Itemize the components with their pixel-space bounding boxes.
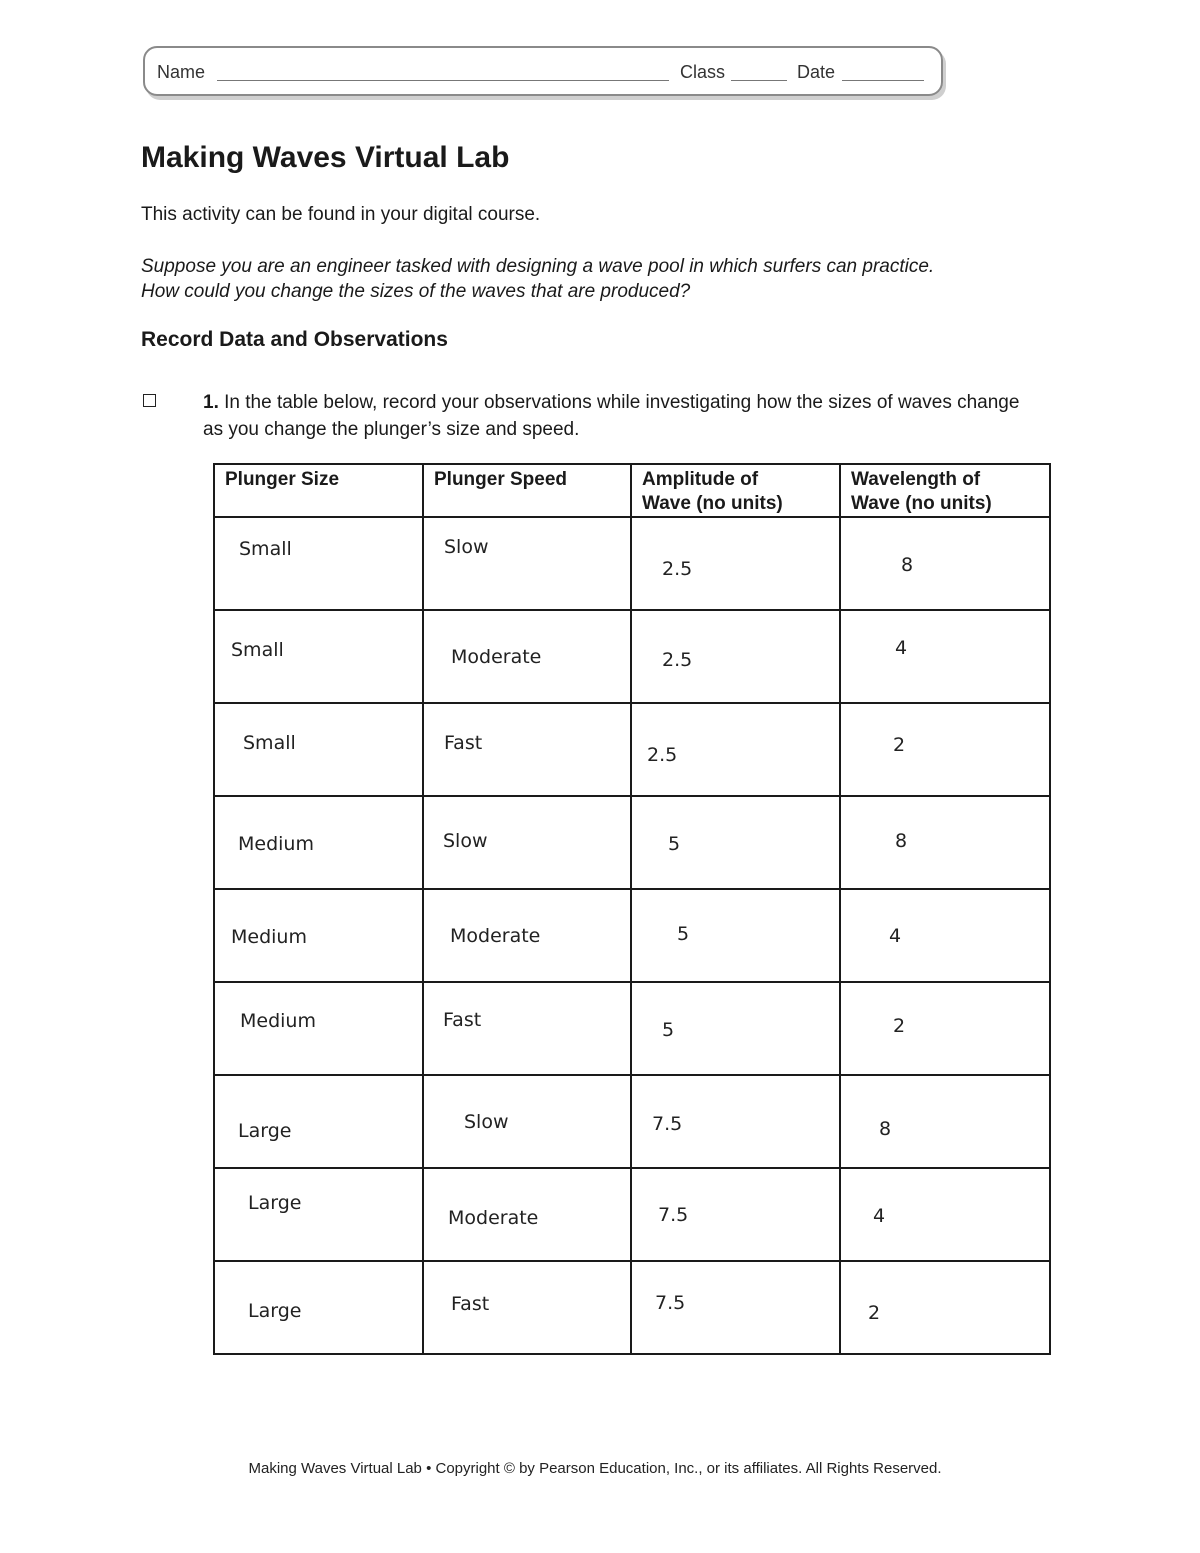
observations-table xyxy=(213,463,1051,1355)
question-number: 1. xyxy=(203,392,219,413)
page-title: Making Waves Virtual Lab xyxy=(141,141,510,174)
cell-value: Fast xyxy=(443,1009,482,1031)
header-plunger-speed xyxy=(423,464,631,517)
amplitude-cell[interactable] xyxy=(631,982,840,1075)
section-heading: Record Data and Observations xyxy=(141,328,448,351)
prompt-line-1: Suppose you are an engineer tasked with designing a wave pool in which surfers can practice. xyxy=(141,256,935,277)
cell-value: 7.5 xyxy=(652,1113,683,1135)
class-label: Class xyxy=(680,62,726,82)
wavelength-cell[interactable] xyxy=(840,610,1050,703)
cell-value: Fast xyxy=(444,732,483,754)
table-body xyxy=(214,517,1050,1354)
amplitude-cell[interactable] xyxy=(631,703,840,796)
cell-value: 2 xyxy=(893,1015,906,1037)
plunger-speed-cell[interactable] xyxy=(423,610,631,703)
cell-value: 2 xyxy=(893,734,906,756)
cell-value: Large xyxy=(238,1120,292,1142)
cell-value: Large xyxy=(248,1300,302,1322)
cell-value: Moderate xyxy=(451,646,542,668)
class-field[interactable] xyxy=(731,80,787,81)
cell-value: 8 xyxy=(895,830,908,852)
wavelength-cell[interactable] xyxy=(840,517,1050,610)
header-text: Plunger Speed xyxy=(434,469,568,490)
amplitude-cell[interactable] xyxy=(631,610,840,703)
plunger-size-cell[interactable] xyxy=(214,1261,423,1354)
table-row xyxy=(214,982,1050,1075)
wavelength-cell[interactable] xyxy=(840,1261,1050,1354)
plunger-speed-cell[interactable] xyxy=(423,796,631,889)
name-label: Name xyxy=(157,62,206,82)
cell-value: Moderate xyxy=(450,925,541,947)
plunger-size-cell[interactable] xyxy=(214,610,423,703)
copyright-footer: Making Waves Virtual Lab • Copyright © by Pearson Education, Inc., or its affiliates. All Rights Reserved. xyxy=(248,1460,942,1477)
wavelength-cell[interactable] xyxy=(840,982,1050,1075)
amplitude-cell[interactable] xyxy=(631,889,840,982)
table-header-row xyxy=(214,464,1050,517)
amplitude-cell[interactable] xyxy=(631,1168,840,1261)
header-text: Amplitude of xyxy=(642,469,759,490)
question-text: In the table below, record your observations while investigating how the sizes of waves change as you change the plunger’s size and speed. xyxy=(203,392,1020,440)
cell-value: 2.5 xyxy=(662,649,693,671)
cell-value: Small xyxy=(243,732,296,754)
cell-value: Fast xyxy=(451,1293,490,1315)
plunger-size-cell[interactable] xyxy=(214,889,423,982)
plunger-speed-cell[interactable] xyxy=(423,982,631,1075)
plunger-size-cell[interactable] xyxy=(214,703,423,796)
cell-value: 5 xyxy=(668,833,681,855)
wavelength-cell[interactable] xyxy=(840,703,1050,796)
plunger-size-cell[interactable] xyxy=(214,517,423,610)
amplitude-cell[interactable] xyxy=(631,1075,840,1168)
cell-value: 8 xyxy=(901,554,914,576)
header-text: Wavelength of xyxy=(851,469,981,490)
cell-value: Medium xyxy=(238,833,314,855)
cell-value: 8 xyxy=(879,1118,892,1140)
table-row xyxy=(214,1168,1050,1261)
cell-value: Small xyxy=(239,538,292,560)
question-1 xyxy=(203,389,1023,443)
plunger-speed-cell[interactable] xyxy=(423,703,631,796)
plunger-size-cell[interactable] xyxy=(214,982,423,1075)
amplitude-cell[interactable] xyxy=(631,1261,840,1354)
plunger-speed-cell[interactable] xyxy=(423,1261,631,1354)
cell-value: Small xyxy=(231,639,284,661)
table-row xyxy=(214,889,1050,982)
header-text: Plunger Size xyxy=(225,469,340,490)
date-label: Date xyxy=(797,62,836,82)
wavelength-cell[interactable] xyxy=(840,796,1050,889)
table-row xyxy=(214,796,1050,889)
cell-value: 2.5 xyxy=(662,558,693,580)
table-row xyxy=(214,1261,1050,1354)
cell-value: 5 xyxy=(677,923,690,945)
cell-value: 2.5 xyxy=(647,744,678,766)
cell-value: 7.5 xyxy=(658,1204,689,1226)
cell-value: 2 xyxy=(868,1302,881,1324)
cell-value: 7.5 xyxy=(655,1292,686,1314)
task-checkbox[interactable] xyxy=(143,394,156,407)
name-field[interactable] xyxy=(217,80,669,81)
cell-value: 4 xyxy=(889,925,902,947)
scenario-prompt xyxy=(141,254,1081,304)
cell-value: 4 xyxy=(895,637,908,659)
amplitude-cell[interactable] xyxy=(631,517,840,610)
plunger-size-cell[interactable] xyxy=(214,1168,423,1261)
plunger-speed-cell[interactable] xyxy=(423,1075,631,1168)
table-row xyxy=(214,703,1050,796)
intro-text: This activity can be found in your digital course. xyxy=(141,204,541,225)
date-field[interactable] xyxy=(842,80,924,81)
table-row xyxy=(214,610,1050,703)
cell-value: Medium xyxy=(231,926,307,948)
plunger-size-cell[interactable] xyxy=(214,796,423,889)
student-info-box xyxy=(143,46,943,96)
header-text: Wave (no units) xyxy=(851,493,992,514)
cell-value: Slow xyxy=(444,536,489,558)
table-row xyxy=(214,1075,1050,1168)
cell-value: 4 xyxy=(873,1205,886,1227)
plunger-speed-cell[interactable] xyxy=(423,1168,631,1261)
amplitude-cell[interactable] xyxy=(631,796,840,889)
wavelength-cell[interactable] xyxy=(840,1075,1050,1168)
plunger-speed-cell[interactable] xyxy=(423,889,631,982)
header-wavelength xyxy=(840,464,1050,517)
cell-value: Moderate xyxy=(448,1207,539,1229)
header-plunger-size xyxy=(214,464,423,517)
table-row xyxy=(214,517,1050,610)
plunger-speed-cell[interactable] xyxy=(423,517,631,610)
cell-value: Large xyxy=(248,1192,302,1214)
wavelength-cell[interactable] xyxy=(840,1168,1050,1261)
cell-value: Slow xyxy=(464,1111,509,1133)
header-amplitude xyxy=(631,464,840,517)
plunger-size-cell[interactable] xyxy=(214,1075,423,1168)
header-text: Wave (no units) xyxy=(642,493,783,514)
wavelength-cell[interactable] xyxy=(840,889,1050,982)
prompt-line-2: How could you change the sizes of the waves that are produced? xyxy=(141,281,691,302)
cell-value: Slow xyxy=(443,830,488,852)
cell-value: 5 xyxy=(662,1019,675,1041)
cell-value: Medium xyxy=(240,1010,316,1032)
